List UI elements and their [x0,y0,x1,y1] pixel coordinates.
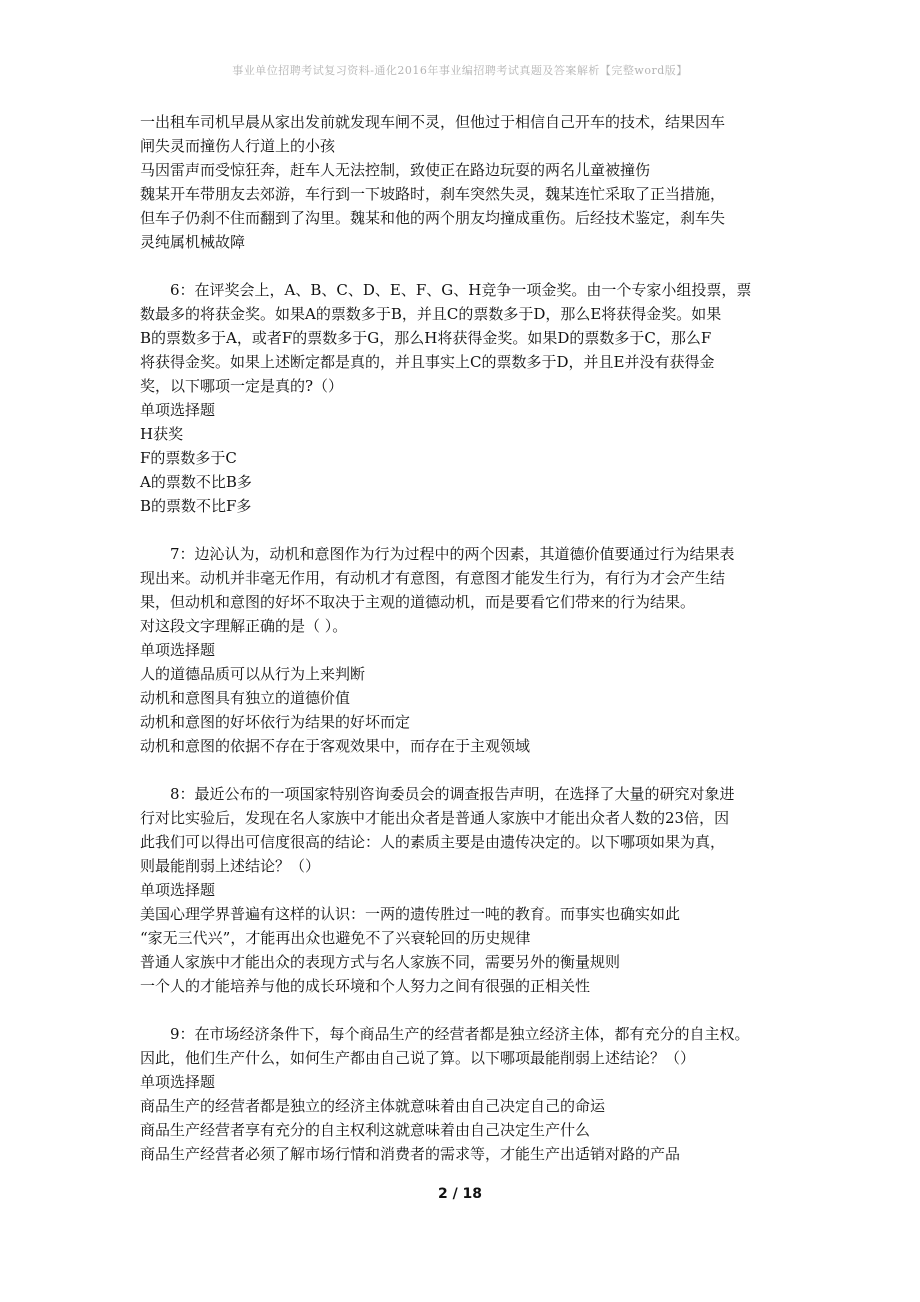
document-body [140,110,800,1166]
question-type: 单项选择题 [140,401,216,419]
text-line: 魏某开车带朋友去郊游，车行到一下坡路时，刹车突然失灵，魏某连忙采取了正当措施， [140,185,726,203]
answer-option: 商品生产经营者享有充分的自主权利这就意味着由自己决定生产什么 [140,1121,591,1139]
text-line: 闸失灵而撞伤人行道上的小孩 [140,137,336,155]
question-stem-line: 对这段文字理解正确的是（ ）。 [140,617,348,635]
answer-option: B的票数不比F多 [140,497,252,515]
answer-option: 商品生产的经营者都是独立的经济主体就意味着由自己决定自己的命运 [140,1097,606,1115]
intro-options [140,110,800,254]
answer-option: 动机和意图的依据不存在于客观效果中，而存在于主观领域 [140,737,531,755]
paragraph-gap [140,998,800,1022]
question-stem-line: 因此，他们生产什么，如何生产都由自己说了算。以下哪项最能削弱上述结论？（） [140,1049,696,1067]
paragraph-gap [140,518,800,542]
answer-option: F的票数多于C [140,449,237,467]
question-stem-line: 现出来。动机并非毫无作用，有动机才有意图，有意图才能发生行为，有行为才会产生结 [140,569,726,587]
answer-option: H获奖 [140,425,184,443]
question-stem-line: 7：边沁认为，动机和意图作为行为过程中的两个因素，其道德价值要通过行为结果表 [170,545,735,563]
answer-option: “家无三代兴”，才能再出众也避免不了兴衰轮回的历史规律 [140,929,531,947]
question-7 [140,542,800,758]
question-stem-line: 行对比实验后，发现在名人家族中才能出众者是普通人家族中才能出众者人数的23倍，因 [140,809,730,827]
question-9 [140,1022,800,1166]
question-stem-line: 8：最近公布的一项国家特别咨询委员会的调查报告声明，在选择了大量的研究对象进 [170,785,735,803]
question-stem-line: 数最多的将获金奖。如果A的票数多于B，并且C的票数多于D，那么E将获得金奖。如果 [140,305,722,323]
question-type: 单项选择题 [140,1073,216,1091]
question-type: 单项选择题 [140,641,216,659]
paragraph-gap [140,758,800,782]
question-type: 单项选择题 [140,881,216,899]
answer-option: 商品生产经营者必须了解市场行情和消费者的需求等，才能生产出适销对路的产品 [140,1145,681,1163]
text-line: 但车子仍刹不住而翻到了沟里。魏某和他的两个朋友均撞成重伤。后经技术鉴定，刹车失 [140,209,726,227]
answer-option: 人的道德品质可以从行为上来判断 [140,665,366,683]
answer-option: 动机和意图具有独立的道德价值 [140,689,351,707]
answer-option: 美国心理学界普遍有这样的认识：一两的遗传胜过一吨的教育。而事实也确实如此 [140,905,681,923]
text-line: 马因雷声而受惊狂奔，赶车人无法控制，致使正在路边玩耍的两名儿童被撞伤 [140,161,651,179]
text-line: 一出租车司机早晨从家出发前就发现车闸不灵，但他过于相信自己开车的技术，结果因车 [140,113,726,131]
page-number: 2 / 18 [437,1186,483,1202]
question-stem-line: B的票数多于A，或者F的票数多于G，那么H将获得金奖。如果D的票数多于C，那么F [140,329,712,347]
question-stem-line: 果，但动机和意图的好坏不取决于主观的道德动机，而是要看它们带来的行为结果。 [140,593,696,611]
text-line: 灵纯属机械故障 [140,233,246,251]
question-stem-line: 则最能削弱上述结论？（） [140,857,321,875]
answer-option: A的票数不比B多 [140,473,252,491]
page-header: 事业单位招聘考试复习资料-通化2016年事业编招聘考试真题及答案解析【完整word版】 [232,64,688,77]
question-8 [140,782,800,998]
question-6 [140,278,800,518]
answer-option: 动机和意图的好坏依行为结果的好坏而定 [140,713,411,731]
question-stem-line: 将获得金奖。如果上述断定都是真的，并且事实上C的票数多于D，并且E并没有获得金 [140,353,715,371]
question-stem-line: 6：在评奖会上，A、B、C、D、E、F、G、H竞争一项金奖。由一个专家小组投票，票 [170,281,752,299]
question-stem-line: 9：在市场经济条件下，每个商品生产的经营者都是独立经济主体，都有充分的自主权。 [170,1025,750,1043]
answer-option: 一个人的才能培养与他的成长环境和个人努力之间有很强的正相关性 [140,977,591,995]
answer-option: 普通人家族中才能出众的表现方式与名人家族不同，需要另外的衡量规则 [140,953,621,971]
question-stem-line: 奖，以下哪项一定是真的?（） [140,377,344,395]
question-stem-line: 此我们可以得出可信度很高的结论：人的素质主要是由遗传决定的。以下哪项如果为真， [140,833,726,851]
paragraph-gap [140,254,800,278]
